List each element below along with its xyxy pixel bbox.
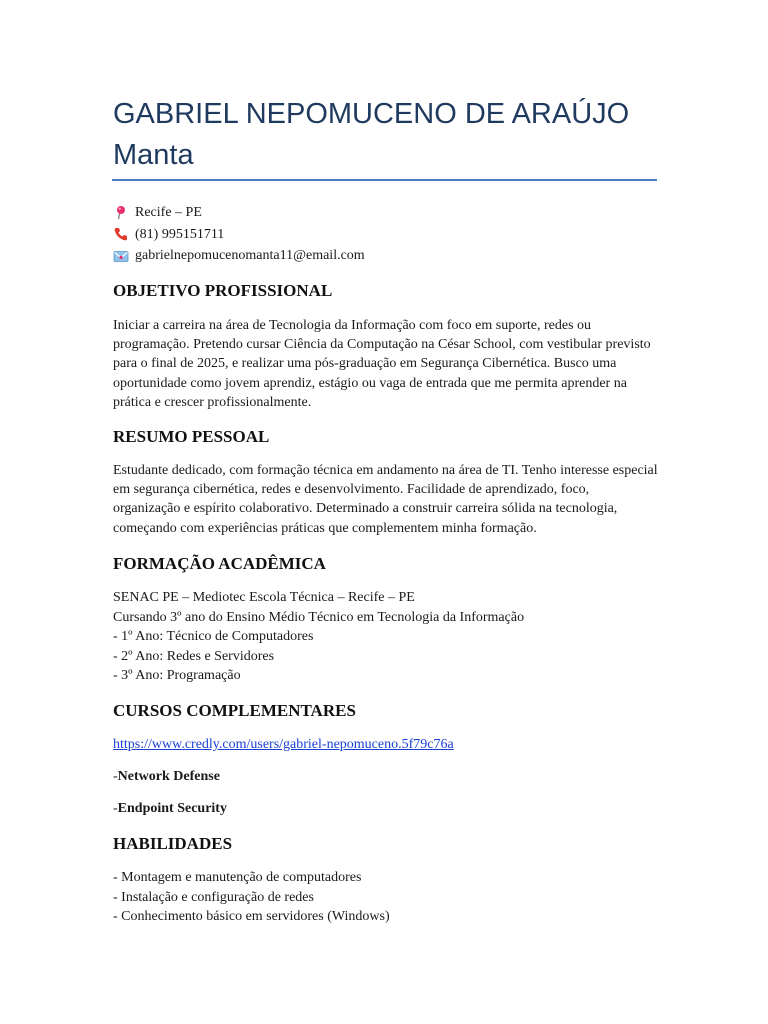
section-cursos: [113, 700, 658, 722]
habilidade-line: - Instalação e configuração de redes: [113, 889, 314, 905]
objetivo-text: Iniciar a carreira na área de Tecnologia da Informação com foco em suporte, redes ou programação. Pretendo cursar Ciência da Computação na César School, com vestibular previsto para o final de 2025, e realizar uma pós-graduação em Segurança Cibernética. Busco uma oportunidade como jovem aprendiz, estágio ou vaga de entrada que me permita aprender na prática e crescer profissionalmente.: [113, 318, 651, 410]
contact-email-link[interactable]: gabrielnepomucenomanta11@email.com: [135, 248, 365, 263]
formacao-heading: FORMAÇÃO ACADÊMICA: [113, 554, 326, 573]
curso-name: Endpoint Security: [117, 801, 227, 816]
candidate-name: GABRIEL NEPOMUCENO DE ARAÚJO Manta: [113, 98, 630, 171]
curso-name: Network Defense: [117, 769, 220, 784]
formacao-line: - 3º Ano: Programação: [113, 668, 241, 683]
formacao-list: [113, 588, 658, 686]
contact-location-text: Recife – PE: [135, 205, 202, 220]
resumo-body: [113, 461, 658, 538]
habilidade-line: - Conhecimento básico em servidores (Windows): [113, 909, 390, 924]
contact-location: [113, 202, 365, 224]
curso-item-network-defense: -Network Defense: [113, 769, 220, 784]
curso-item-endpoint-security: -Endpoint Security: [113, 801, 227, 816]
contact-list: [113, 202, 365, 267]
formacao-line: SENAC PE – Mediotec Escola Técnica – Recife – PE: [113, 590, 415, 605]
section-formacao: [113, 553, 658, 575]
section-habilidades: [113, 833, 658, 855]
resumo-heading: RESUMO PESSOAL: [113, 427, 270, 446]
contact-phone: [113, 224, 365, 246]
contact-email: [113, 245, 365, 267]
cursos-heading: CURSOS COMPLEMENTARES: [113, 701, 356, 720]
credly-link[interactable]: https://www.credly.com/users/gabriel-nepomuceno.5f79c76a: [113, 737, 454, 752]
resumo-text: Estudante dedicado, com formação técnica em andamento na área de TI. Tenho interesse especial em segurança cibernética, redes e desenvolvimento. Facilidade de aprendizado, foco, organização e espírito colaborativo. Determinado a construir carreira sólida na tecnologia, começando com experiências práticas que complementem minha formação.: [113, 463, 658, 536]
formacao-line: - 1º Ano: Técnico de Computadores: [113, 629, 314, 644]
contact-phone-text: (81) 995151711: [135, 226, 225, 242]
section-objetivo: [113, 280, 658, 302]
location-pin-icon: [113, 205, 129, 221]
title-divider: [112, 179, 657, 181]
habilidades-heading: HABILIDADES: [113, 834, 233, 853]
section-resumo: [113, 426, 658, 448]
habilidade-line: - Montagem e manutenção de computadores: [113, 870, 362, 885]
formacao-line: Cursando 3º ano do Ensino Médio Técnico em Tecnologia da Informação: [113, 609, 525, 625]
phone-icon: [113, 226, 129, 242]
objetivo-heading: OBJETIVO PROFISSIONAL: [113, 281, 333, 300]
cursos-link-row: [113, 735, 658, 753]
email-icon: [113, 248, 129, 264]
formacao-line: - 2º Ano: Redes e Servidores: [113, 648, 275, 664]
objetivo-body: [113, 316, 658, 412]
habilidades-list: [113, 868, 658, 927]
